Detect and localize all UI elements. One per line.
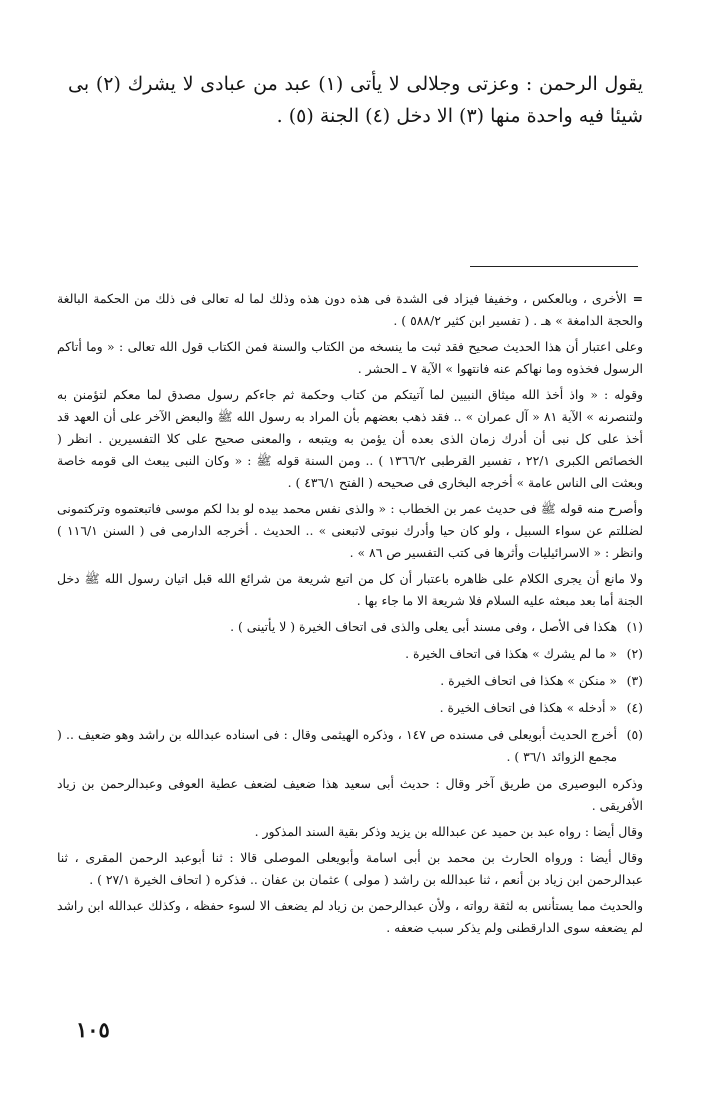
footnote-3: [57, 670, 643, 692]
note-paragraph: وعلى اعتبار أن هذا الحديث صحيح فقد ثبت ما ينسخه من الكتاب والسنة فمن الكتاب قول الله تعالى : « وما أتاكم الرسول فخذوه وما نهاكم عنه فانتهوا » الآية ٧ ـ الحشر .: [57, 339, 643, 376]
note-text: الأخرى ، وبالعكس ، وخفيفا فيزاد فى الشدة فى هذه دون هذه وذلك لما له تعالى فى ذلك من الحكمة البالغة والحجة الدامغة » هـ . ( تفسير ابن كثير ٥٨٨/٢ ) .: [57, 291, 643, 328]
footnote-divider: [470, 266, 638, 267]
footnote-text: « منكن » هكذا فى اتحاف الخيرة .: [440, 673, 617, 688]
footnote-text: « أدخله » هكذا فى اتحاف الخيرة .: [439, 700, 617, 715]
footnote-text: « ما لم يشرك » هكذا فى اتحاف الخيرة .: [405, 646, 617, 661]
note-paragraph: وقوله : « واذ أخذ الله ميثاق النبيين لما آتيتكم من كتاب وحكمة ثم جاءكم رسول مصدق لما معكم لتؤمنن به ولتنصرنه » الآية ٨١ « آل عمران » .. فقد ذهب بعضهم بأن المراد به رسول الله ﷺ والبعض الآخر على أن العهد قد أخذ على كل نبى أن أدرك زمان الذى بعده أن يؤمن به ويتبعه ، والمعنى صحيح على كلا التفسيرين . انظر ( الخصائص الكبرى ٢٢/١ ، تفسير القرطبى ١٣٦٦/٢ ) .. ومن السنة قوله ﷺ : « وكان النبى يبعث الى قومه خاصة وبعثت الى الناس عامة » أخرجه البخارى فى صحيحه ( الفتح ٤٣٦/١ ) .: [57, 387, 643, 490]
footnote-number: (٥): [626, 727, 643, 742]
page-number: ١٠٥: [76, 1017, 110, 1042]
footnote-5-paragraph: وقال أيضا : ورواه الحارث بن محمد بن أبى اسامة وأبويعلى الموصلى قالا : ثنا أبوعبد الرحمن المقرى ، ثنا عبدالرحمن ابن زياد بن أنعم ، ثنا عبدالله بن راشد ( مولى ) عثمان بن عفان .. فذكره ( اتحاف الخيرة ٢٧/١ ) .: [57, 850, 643, 887]
footnote-text: هكذا فى الأصل ، وفى مسند أبى يعلى والذى فى اتحاف الخيرة ( لا يأتينى ) .: [230, 619, 617, 634]
continued-note-paragraph: [57, 288, 643, 332]
footnote-1: [57, 616, 643, 638]
footnote-5-paragraph: وقال أيضا : رواه عبد بن حميد عن عبدالله بن يزيد وذكر بقية السند المذكور .: [254, 824, 643, 839]
footnote-text: أخرج الحديث أبويعلى فى مسنده ص ١٤٧ ، وذكره الهيثمى وقال : فى اسناده عبدالله بن راشد وهو ضعيف .. ( مجمع الزوائد ٣٦/١ ) .: [57, 727, 617, 764]
continuation-mark: =: [632, 291, 643, 306]
footnotes-area: [57, 288, 643, 943]
footnote-2: [57, 643, 643, 665]
footnote-5: [57, 724, 643, 768]
footnote-4: [57, 697, 643, 719]
footnote-5-paragraph: والحديث مما يستأنس به لثقة رواته ، ولأن عبدالرحمن بن زياد لم يضعف الا لسوء حفظه ، وكذلك عبدالله ابن راشد لم يضعفه سوى الدارقطنى ولم يذكر سبب ضعفه .: [57, 898, 643, 935]
note-paragraph: ولا مانع أن يجرى الكلام على ظاهره باعتبار أن كل من اتبع شريعة من شرائع الله قبل اتيان رسول الله ﷺ دخل الجنة أما بعد مبعثه عليه السلام فلا شريعة الا ما جاء بها .: [57, 571, 643, 608]
footnote-5-paragraph: وذكره البوصيرى من طريق آخر وقال : حديث أبى سعيد هذا ضعيف لضعف عطية العوفى وعبدالرحمن بن زياد الأفريقى .: [57, 776, 643, 813]
note-paragraph: وأصرح منه قوله ﷺ فى حديث عمر بن الخطاب : « والذى نفس محمد بيده لو بدا لكم موسى فاتبعتموه وتركتمونى لضللتم عن سواء السبيل ، ولو كان حيا وأدرك نبوتى لاتبعنى » .. الحديث . أخرجه الدارمى فى ( السنن ١١٦/١ ) وانظر : « الاسرائيليات وأثرها فى كتب التفسير ص ٨٦ » .: [57, 501, 643, 560]
footnote-number: (٢): [626, 646, 643, 661]
hadith-text: يقول الرحمن : وعزتى وجلالى لا يأتى (١) عبد من عبادى لا يشرك (٢) بى شيئا فيه واحدة منها (٣) الا دخل (٤) الجنة (٥) .: [68, 73, 643, 127]
footnote-number: (٣): [626, 673, 643, 688]
footnote-number: (١): [626, 619, 643, 634]
footnote-number: (٤): [626, 700, 643, 715]
